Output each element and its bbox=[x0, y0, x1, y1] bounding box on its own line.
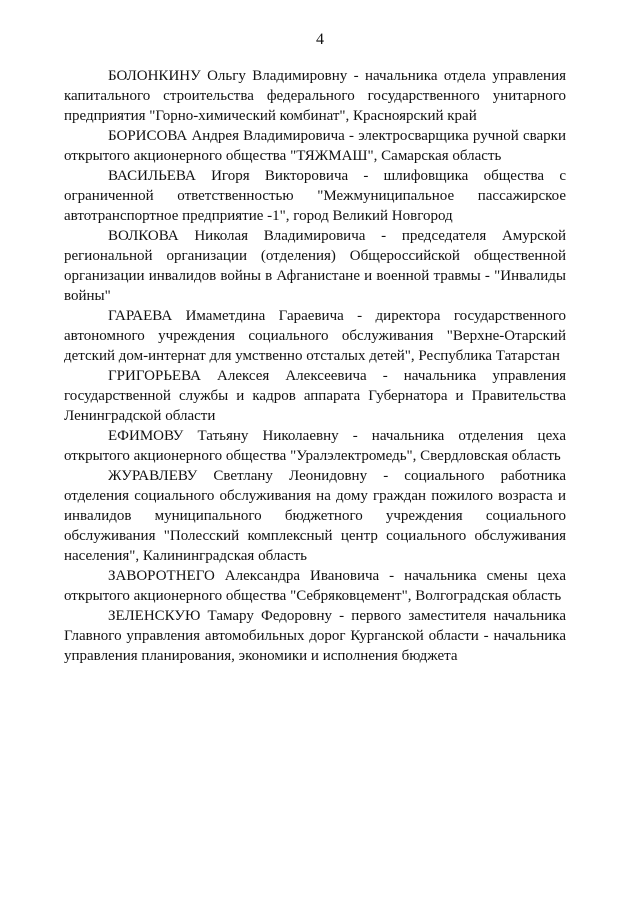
award-entry-garaev: ГАРАЕВА Имаметдина Гараевича - директора государственного автономного учреждения социального обслуживания "Верхне-Отарский детский дом-интернат для умственно отсталых детей", Республика Татарстан bbox=[64, 308, 566, 364]
award-entry-volkov: ВОЛКОВА Николая Владимировича - председателя Амурской региональной организации (отделения) Общероссийской общественной организации инвалидов войны в Афганистане и военной травмы - "Инвалиды войны" bbox=[64, 228, 566, 304]
award-entry-zelenskaya: ЗЕЛЕНСКУЮ Тамару Федоровну - первого заместителя начальника Главного управления автомобильных дорог Курганской области - начальника управления планирования, экономики и исполнения бюджета bbox=[64, 608, 566, 664]
award-entry-borisov: БОРИСОВА Андрея Владимировича - электросварщика ручной сварки открытого акционерного общества "ТЯЖМАШ", Самарская область bbox=[64, 128, 566, 164]
award-entry-bolonkina: БОЛОНКИНУ Ольгу Владимировну - начальника отдела управления капитального строительства федерального государственного унитарного предприятия "Горно-химический комбинат", Красноярский край bbox=[64, 68, 566, 124]
award-list bbox=[64, 66, 566, 666]
award-entry-vasiliev: ВАСИЛЬЕВА Игоря Викторовича - шлифовщика общества с ограниченной ответственностью "Межмуниципальное пассажирское автотранспортное предприятие -1", город Великий Новгород bbox=[64, 168, 566, 224]
award-entry-zhuravleva: ЖУРАВЛЕВУ Светлану Леонидовну - социального работника отделения социального обслуживания на дому граждан пожилого возраста и инвалидов муниципального бюджетного учреждения социального обслуживания "Полесский комплексный центр социального обслуживания населения", Калининградская область bbox=[64, 468, 566, 564]
page-number: 4 bbox=[316, 31, 324, 48]
award-entry-efimova: ЕФИМОВУ Татьяну Николаевну - начальника отделения цеха открытого акционерного общества "Уралэлектромедь", Свердловская область bbox=[64, 428, 566, 464]
award-entry-zavorotny: ЗАВОРОТНЕГО Александра Ивановича - начальника смены цеха открытого акционерного общества "Себряковцемент", Волгоградская область bbox=[64, 568, 566, 604]
award-entry-grigoriev: ГРИГОРЬЕВА Алексея Алексеевича - начальника управления государственной службы и кадров аппарата Губернатора и Правительства Ленинградской области bbox=[64, 368, 566, 424]
